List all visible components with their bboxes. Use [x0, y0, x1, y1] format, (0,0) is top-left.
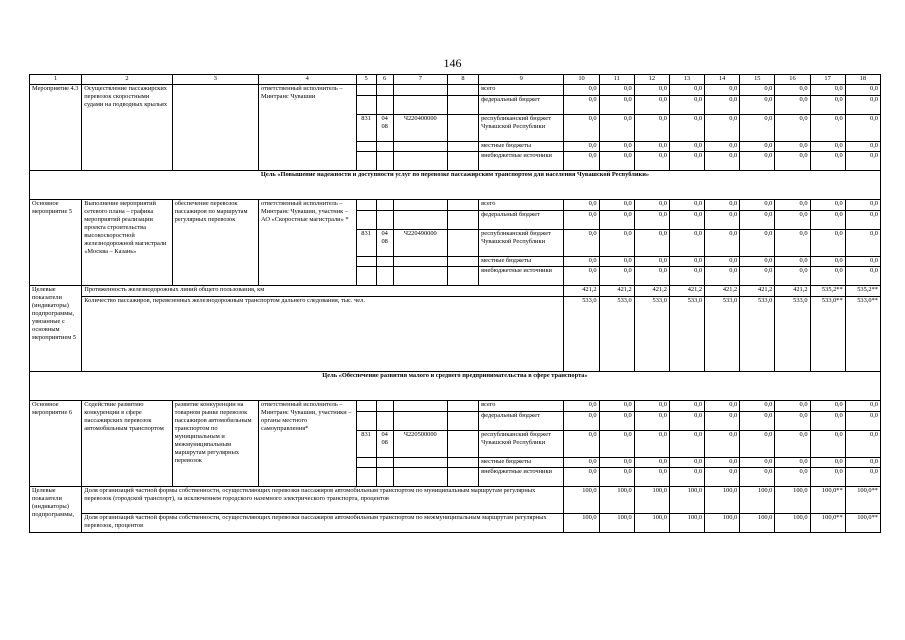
goal-row [30, 171, 881, 200]
value-cell: 0,0 [564, 431, 599, 458]
value-cell: 0,0 [740, 211, 775, 230]
value-cell: 0,0 [810, 257, 845, 267]
value-cell: 0,0 [564, 401, 599, 412]
code-cell [447, 401, 478, 412]
value-cell: 0,0 [705, 115, 740, 142]
value-cell: 0,0 [775, 412, 810, 431]
code-cell [393, 412, 447, 431]
value-cell: 0,0 [810, 115, 845, 142]
value-cell: 0,0 [775, 96, 810, 115]
value-cell: 0,0 [740, 431, 775, 458]
grbs-code-cell: 831 [356, 431, 376, 458]
col-header: 14 [705, 75, 740, 85]
goal-heading: Цель «Обеспечение развития малого и среднего предпринимательства в сфере транспорта» [30, 372, 881, 401]
indicator-value-cell: 100,0 [599, 514, 634, 533]
value-cell: 0,0 [564, 458, 599, 468]
code-cell [393, 200, 447, 211]
code-cell [393, 458, 447, 468]
code-cell [376, 257, 393, 267]
value-cell: 0,0 [740, 142, 775, 152]
value-cell: 0,0 [599, 152, 634, 171]
code-cell [376, 96, 393, 115]
indicator-text-cell: Протяженность железнодорожных линий общего пользования, км [82, 286, 564, 297]
value-cell: 0,0 [669, 115, 704, 142]
value-cell: 0,0 [845, 200, 880, 211]
value-cell: 0,0 [705, 152, 740, 171]
code-cell [447, 468, 478, 487]
section-code-cell: 04 08 [376, 230, 393, 257]
value-cell: 0,0 [740, 458, 775, 468]
value-cell: 0,0 [810, 412, 845, 431]
target-article-cell: Ч220500000 [393, 431, 447, 458]
measure-task-cell [172, 85, 258, 171]
col-header: 7 [393, 75, 447, 85]
table-row [30, 200, 881, 211]
col-header: 8 [447, 75, 478, 85]
indicator-value-cell: 100,0 [669, 487, 704, 514]
value-cell: 0,0 [775, 431, 810, 458]
value-cell: 0,0 [634, 412, 669, 431]
section-code-cell: 04 08 [376, 431, 393, 458]
code-cell [393, 152, 447, 171]
indicator-value-cell: 100,0 [634, 487, 669, 514]
code-cell [393, 468, 447, 487]
value-cell: 0,0 [599, 142, 634, 152]
value-cell: 0,0 [564, 152, 599, 171]
indicator-value-cell: 535,2** [810, 286, 845, 297]
funding-source-cell: местные бюджеты [479, 142, 564, 152]
value-cell: 0,0 [775, 230, 810, 257]
value-cell: 0,0 [634, 85, 669, 96]
indicator-value-cell: 100,0 [775, 487, 810, 514]
value-cell: 0,0 [634, 257, 669, 267]
indicator-value-cell: 533,0 [564, 297, 599, 372]
value-cell: 0,0 [775, 468, 810, 487]
indicator-value-cell: 421,2 [740, 286, 775, 297]
indicator-value-cell: 100,0 [740, 487, 775, 514]
indicator-value-cell: 421,2 [599, 286, 634, 297]
measure-name-cell: Мероприятие 4.3 [30, 85, 82, 171]
measure-description-cell: Выполнение мероприятий сетевого плана – графика мероприятий реализации проекта строительства высокоскоростной железнодорожной магистрали «Москва – Казань» [82, 200, 172, 286]
value-cell: 0,0 [845, 115, 880, 142]
col-header: 9 [479, 75, 564, 85]
page-number: 146 [443, 56, 462, 70]
indicator-value-cell: 533,0 [705, 297, 740, 372]
value-cell: 0,0 [669, 468, 704, 487]
value-cell: 0,0 [810, 401, 845, 412]
value-cell: 0,0 [705, 142, 740, 152]
value-cell: 0,0 [740, 468, 775, 487]
measure-task-cell: развитие конкуренции на товарном рынке перевозок пассажиров автомобильным транспортом по муниципальным и межмуниципальным маршрутам регулярных перевозок [172, 401, 258, 487]
col-header: 11 [599, 75, 634, 85]
value-cell: 0,0 [740, 267, 775, 286]
value-cell: 0,0 [599, 211, 634, 230]
value-cell: 0,0 [810, 230, 845, 257]
value-cell: 0,0 [599, 468, 634, 487]
value-cell: 0,0 [634, 458, 669, 468]
indicator-value-cell: 421,2 [775, 286, 810, 297]
value-cell: 0,0 [634, 401, 669, 412]
value-cell: 0,0 [564, 96, 599, 115]
indicator-value-cell: 533,0 [740, 297, 775, 372]
indicator-value-cell: 421,2 [564, 286, 599, 297]
table-row [30, 85, 881, 96]
indicator-value-cell: 100,0 [599, 487, 634, 514]
value-cell: 0,0 [599, 230, 634, 257]
col-header: 4 [259, 75, 356, 85]
value-cell: 0,0 [564, 85, 599, 96]
value-cell: 0,0 [564, 412, 599, 431]
value-cell: 0,0 [810, 200, 845, 211]
responsible-cell: ответственный исполнитель – Минтранс Чувашии, участники – органы местного самоуправления* [259, 401, 356, 487]
value-cell: 0,0 [634, 115, 669, 142]
value-cell: 0,0 [845, 96, 880, 115]
indicator-value-cell: 533,0** [845, 297, 880, 372]
code-cell [447, 96, 478, 115]
value-cell: 0,0 [845, 468, 880, 487]
funding-source-cell: всего [479, 85, 564, 96]
value-cell: 0,0 [845, 267, 880, 286]
indicator-value-cell: 100,0 [775, 514, 810, 533]
value-cell: 0,0 [634, 267, 669, 286]
value-cell: 0,0 [705, 412, 740, 431]
code-cell [393, 85, 447, 96]
value-cell: 0,0 [705, 211, 740, 230]
code-cell [356, 412, 376, 431]
code-cell [447, 200, 478, 211]
measure-task-cell: обеспечение перевозок пассажиров по маршрутам регулярных перевозок [172, 200, 258, 286]
value-cell: 0,0 [634, 96, 669, 115]
value-cell: 0,0 [740, 200, 775, 211]
indicator-value-cell: 100,0 [669, 514, 704, 533]
indicator-value-cell: 533,0** [810, 297, 845, 372]
value-cell: 0,0 [845, 85, 880, 96]
value-cell: 0,0 [740, 115, 775, 142]
value-cell: 0,0 [740, 230, 775, 257]
indicator-value-cell: 533,0 [775, 297, 810, 372]
value-cell: 0,0 [599, 85, 634, 96]
responsible-cell: ответственный исполнитель – Минтранс Чувашии, участник – АО «Скоростные магистрали» * [259, 200, 356, 286]
indicator-value-cell: 100,0 [740, 514, 775, 533]
value-cell: 0,0 [705, 401, 740, 412]
col-header: 13 [669, 75, 704, 85]
value-cell: 0,0 [810, 468, 845, 487]
value-cell: 0,0 [634, 211, 669, 230]
value-cell: 0,0 [845, 458, 880, 468]
value-cell: 0,0 [740, 152, 775, 171]
value-cell: 0,0 [705, 85, 740, 96]
measure-description-cell: Осуществление пассажирских перевозок скоростными судами на подводных крыльях [82, 85, 172, 171]
indicator-value-cell: 100,0 [705, 514, 740, 533]
value-cell: 0,0 [775, 458, 810, 468]
col-header: 5 [356, 75, 376, 85]
target-article-cell: Ч220490000 [393, 230, 447, 257]
indicator-value-cell: 100,0 [705, 487, 740, 514]
grbs-code-cell: 831 [356, 115, 376, 142]
code-cell [356, 211, 376, 230]
code-cell [393, 401, 447, 412]
code-cell [376, 401, 393, 412]
value-cell: 0,0 [669, 85, 704, 96]
indicator-text-cell: Доля организаций частной формы собственности, осуществляющих перевозки пассажиров автомобильным транспортом по муниципальным маршрутам регулярных перевозок (городской транспорт), за исключением городского наземного электрического транспорта, процентов [82, 487, 564, 514]
value-cell: 0,0 [564, 211, 599, 230]
indicator-row [30, 514, 881, 533]
code-cell [376, 267, 393, 286]
value-cell: 0,0 [669, 257, 704, 267]
value-cell: 0,0 [810, 267, 845, 286]
value-cell: 0,0 [845, 401, 880, 412]
col-header: 17 [810, 75, 845, 85]
code-cell [393, 257, 447, 267]
funding-source-cell: республиканский бюджет Чувашской Республики [479, 431, 564, 458]
value-cell: 0,0 [705, 458, 740, 468]
code-cell [376, 412, 393, 431]
indicators-label-cell: Целевые показатели (индикаторы) подпрограммы, [30, 487, 82, 533]
value-cell: 0,0 [669, 267, 704, 286]
col-header: 2 [82, 75, 172, 85]
measure-name-cell: Основное мероприятие 5 [30, 200, 82, 286]
col-header: 6 [376, 75, 393, 85]
value-cell: 0,0 [705, 257, 740, 267]
indicator-value-cell: 100,0 [564, 514, 599, 533]
value-cell: 0,0 [810, 152, 845, 171]
value-cell: 0,0 [705, 267, 740, 286]
indicator-value-cell: 421,2 [634, 286, 669, 297]
value-cell: 0,0 [669, 211, 704, 230]
value-cell: 0,0 [845, 230, 880, 257]
value-cell: 0,0 [775, 85, 810, 96]
value-cell: 0,0 [669, 401, 704, 412]
code-cell [356, 85, 376, 96]
indicator-value-cell: 421,2 [669, 286, 704, 297]
goal-heading: Цель «Повышение надежности и доступности услуг по перевозке пассажирским транспортом для населения Чувашской Республики» [30, 171, 881, 200]
target-article-cell: Ч220400000 [393, 115, 447, 142]
indicator-text-cell: Доля организаций частной формы собственности, осуществляющих перевозки пассажиров автомобильным транспортом по межмуниципальным маршрутам регулярных перевозок, процентов [82, 514, 564, 533]
table-row [30, 401, 881, 412]
indicator-value-cell: 100,0 [634, 514, 669, 533]
code-cell [447, 257, 478, 267]
value-cell: 0,0 [775, 267, 810, 286]
col-header: 3 [172, 75, 258, 85]
code-cell [356, 96, 376, 115]
value-cell: 0,0 [775, 200, 810, 211]
value-cell: 0,0 [775, 211, 810, 230]
indicator-value-cell: 100,0** [810, 487, 845, 514]
indicator-value-cell: 535,2** [845, 286, 880, 297]
code-cell [447, 267, 478, 286]
code-cell [356, 468, 376, 487]
code-cell [376, 200, 393, 211]
section-code-cell: 04 08 [376, 115, 393, 142]
value-cell: 0,0 [845, 431, 880, 458]
code-cell [376, 85, 393, 96]
value-cell: 0,0 [669, 458, 704, 468]
funding-source-cell: внебюджетные источники [479, 152, 564, 171]
funding-source-cell: местные бюджеты [479, 257, 564, 267]
code-cell [393, 142, 447, 152]
value-cell: 0,0 [564, 142, 599, 152]
indicator-text-cell: Количество пассажиров, перевезенных железнодорожным транспортом дальнего следования, тыс. чел. [82, 297, 564, 372]
funding-source-cell: всего [479, 401, 564, 412]
funding-source-cell: федеральный бюджет [479, 96, 564, 115]
value-cell: 0,0 [810, 211, 845, 230]
value-cell: 0,0 [705, 200, 740, 211]
value-cell: 0,0 [705, 230, 740, 257]
program-table [29, 74, 881, 533]
code-cell [356, 267, 376, 286]
code-cell [447, 142, 478, 152]
indicator-value-cell: 421,2 [705, 286, 740, 297]
funding-source-cell: федеральный бюджет [479, 412, 564, 431]
value-cell: 0,0 [634, 468, 669, 487]
value-cell: 0,0 [775, 257, 810, 267]
goal-row [30, 372, 881, 401]
code-cell [376, 211, 393, 230]
col-header: 12 [634, 75, 669, 85]
indicator-row [30, 286, 881, 297]
code-cell [356, 257, 376, 267]
code-cell [393, 267, 447, 286]
value-cell: 0,0 [845, 257, 880, 267]
code-cell [376, 152, 393, 171]
value-cell: 0,0 [599, 431, 634, 458]
value-cell: 0,0 [634, 152, 669, 171]
indicator-value-cell: 533,0 [634, 297, 669, 372]
value-cell: 0,0 [634, 142, 669, 152]
value-cell: 0,0 [599, 257, 634, 267]
funding-source-cell: местные бюджеты [479, 458, 564, 468]
value-cell: 0,0 [810, 85, 845, 96]
value-cell: 0,0 [564, 267, 599, 286]
value-cell: 0,0 [845, 412, 880, 431]
funding-source-cell: федеральный бюджет [479, 211, 564, 230]
value-cell: 0,0 [705, 96, 740, 115]
value-cell: 0,0 [740, 412, 775, 431]
col-header: 1 [30, 75, 82, 85]
value-cell: 0,0 [845, 211, 880, 230]
measure-name-cell: Основное мероприятие 6 [30, 401, 82, 487]
code-cell [376, 142, 393, 152]
code-cell [447, 152, 478, 171]
value-cell: 0,0 [669, 431, 704, 458]
funding-source-cell: республиканский бюджет Чувашской Республики [479, 230, 564, 257]
measure-description-cell: Содействие развитию конкуренции в сфере пассажирских перевозок автомобильным транспортом [82, 401, 172, 487]
value-cell: 0,0 [634, 200, 669, 211]
value-cell: 0,0 [810, 96, 845, 115]
col-header: 18 [845, 75, 880, 85]
responsible-cell: ответственный исполнитель – Минтранс Чувашии [259, 85, 356, 171]
indicator-value-cell: 533,0 [599, 297, 634, 372]
value-cell: 0,0 [845, 142, 880, 152]
code-cell [356, 200, 376, 211]
value-cell: 0,0 [669, 142, 704, 152]
value-cell: 0,0 [564, 200, 599, 211]
code-cell [376, 468, 393, 487]
code-cell [447, 458, 478, 468]
value-cell: 0,0 [599, 96, 634, 115]
value-cell: 0,0 [599, 458, 634, 468]
value-cell: 0,0 [564, 257, 599, 267]
code-cell [447, 85, 478, 96]
value-cell: 0,0 [669, 200, 704, 211]
value-cell: 0,0 [669, 152, 704, 171]
indicator-row [30, 297, 881, 372]
funding-source-cell: внебюджетные источники [479, 267, 564, 286]
code-cell [356, 401, 376, 412]
code-cell [356, 458, 376, 468]
indicator-value-cell: 100,0 [564, 487, 599, 514]
value-cell: 0,0 [705, 431, 740, 458]
expense-type-cell [447, 115, 478, 142]
value-cell: 0,0 [599, 115, 634, 142]
value-cell: 0,0 [599, 267, 634, 286]
code-cell [356, 152, 376, 171]
value-cell: 0,0 [810, 458, 845, 468]
value-cell: 0,0 [564, 230, 599, 257]
value-cell: 0,0 [599, 412, 634, 431]
col-header: 10 [564, 75, 599, 85]
indicator-value-cell: 100,0** [810, 514, 845, 533]
value-cell: 0,0 [564, 468, 599, 487]
code-cell [356, 142, 376, 152]
indicator-value-cell: 100,0** [845, 514, 880, 533]
expense-type-cell [447, 431, 478, 458]
value-cell: 0,0 [775, 142, 810, 152]
funding-source-cell: всего [479, 200, 564, 211]
code-cell [447, 211, 478, 230]
value-cell: 0,0 [599, 401, 634, 412]
code-cell [447, 412, 478, 431]
value-cell: 0,0 [810, 142, 845, 152]
code-cell [393, 211, 447, 230]
value-cell: 0,0 [669, 96, 704, 115]
indicator-row [30, 487, 881, 514]
value-cell: 0,0 [775, 401, 810, 412]
value-cell: 0,0 [845, 152, 880, 171]
code-cell [376, 458, 393, 468]
value-cell: 0,0 [740, 85, 775, 96]
value-cell: 0,0 [740, 401, 775, 412]
value-cell: 0,0 [740, 257, 775, 267]
value-cell: 0,0 [669, 230, 704, 257]
value-cell: 0,0 [634, 431, 669, 458]
column-numbers-row [30, 75, 881, 85]
value-cell: 0,0 [705, 468, 740, 487]
indicator-value-cell: 100,0** [845, 487, 880, 514]
funding-source-cell: республиканский бюджет Чувашской Республики [479, 115, 564, 142]
value-cell: 0,0 [564, 115, 599, 142]
col-header: 15 [740, 75, 775, 85]
expense-type-cell [447, 230, 478, 257]
value-cell: 0,0 [740, 96, 775, 115]
value-cell: 0,0 [599, 200, 634, 211]
value-cell: 0,0 [810, 431, 845, 458]
value-cell: 0,0 [775, 115, 810, 142]
code-cell [393, 96, 447, 115]
indicators-label-cell: Целевые показатели (индикаторы) подпрограммы, увязанные с основным мероприятием 5 [30, 286, 82, 372]
value-cell: 0,0 [669, 412, 704, 431]
value-cell: 0,0 [775, 152, 810, 171]
indicator-value-cell: 533,0 [669, 297, 704, 372]
grbs-code-cell: 831 [356, 230, 376, 257]
value-cell: 0,0 [634, 230, 669, 257]
col-header: 16 [775, 75, 810, 85]
funding-source-cell: внебюджетные источники [479, 468, 564, 487]
